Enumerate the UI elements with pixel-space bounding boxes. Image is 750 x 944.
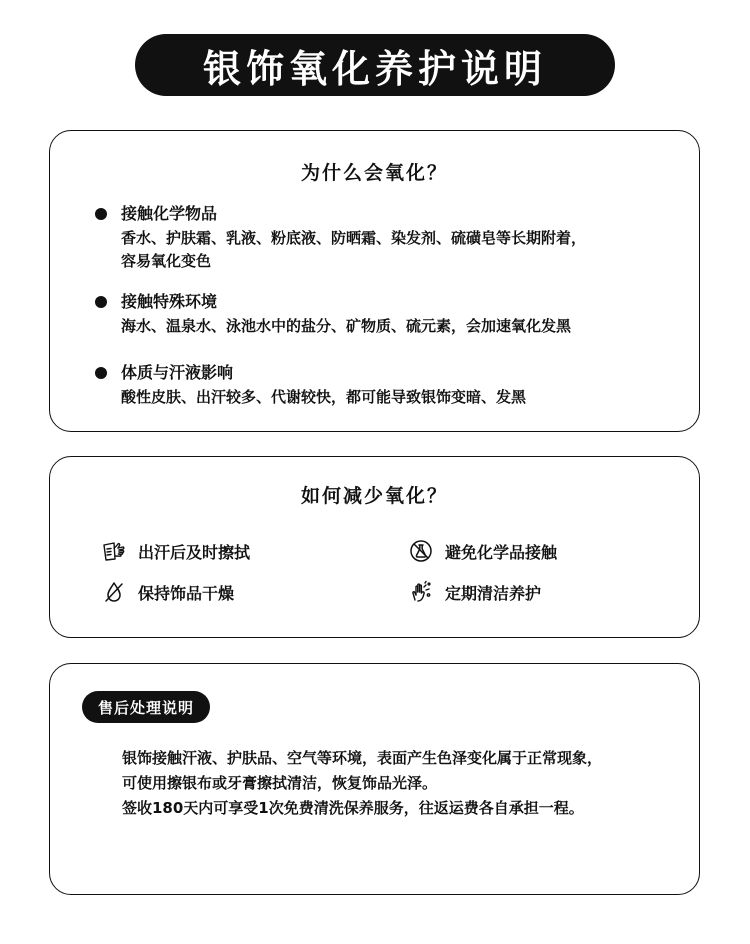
bullet-icon: [95, 296, 107, 308]
cause-body-sweat: [95, 362, 679, 409]
bullet-icon: [95, 208, 107, 220]
chemical-flask-icon: [409, 539, 433, 563]
oxidation-causes-card: [49, 130, 700, 432]
after-sales-line: 可使用擦银布或牙膏擦拭清洁，恢复饰品光泽。: [122, 774, 438, 792]
cause-description-line: 香水、护肤霜、乳液、粉底液、防晒霜、染发剂、硫磺皂等长期附着，: [121, 229, 587, 247]
after-sales-text: [122, 746, 679, 821]
cause-heading: 体质与汗液影响: [121, 363, 234, 382]
after-sales-badge: 售后处理说明: [82, 691, 210, 723]
tip-label: 保持饰品干燥: [138, 583, 235, 603]
tip-label: 出汗后及时擦拭: [138, 542, 251, 562]
after-sales-line: 签收180天内可享受1次免费清洗保养服务，往返运费各自承担一程。: [122, 799, 584, 817]
cause-environment: [95, 291, 679, 338]
tip-keep-dry: [102, 580, 234, 604]
tip-avoid-chemicals: [409, 539, 557, 563]
bullet-icon: [95, 367, 107, 379]
tip-label: 避免化学品接触: [445, 542, 558, 562]
cause-chemicals: [95, 203, 679, 273]
after-sales-card: [49, 663, 700, 895]
prevention-heading: 如何减少氧化？: [300, 485, 448, 507]
cause-description-line: 酸性皮肤、出汗较多、代谢较快，都可能导致银饰变暗、发黑: [121, 388, 527, 406]
tip-regular-cleaning: [409, 580, 541, 604]
causes-heading: 为什么会氧化？: [300, 162, 448, 184]
clean-hands-icon: [409, 580, 433, 604]
prevention-card: [49, 456, 700, 638]
cause-description-line: 海水、温泉水、泳池水中的盐分、矿物质、硫元素，会加速氧化发黑: [121, 317, 572, 335]
wipe-hand-icon: [102, 539, 126, 563]
cause-description-line: 容易氧化变色: [121, 252, 212, 270]
dry-drop-icon: [102, 580, 126, 604]
cause-heading: 接触特殊环境: [121, 292, 218, 311]
tip-wipe-after-sweat: [102, 539, 250, 563]
after-sales-line: 银饰接触汗液、护肤品、空气等环境，表面产生色泽变化属于正常现象，: [122, 749, 603, 767]
tip-label: 定期清洁养护: [445, 583, 542, 603]
cause-heading: 接触化学物品: [121, 204, 218, 223]
page-title: 银饰氧化养护说明: [135, 34, 615, 96]
